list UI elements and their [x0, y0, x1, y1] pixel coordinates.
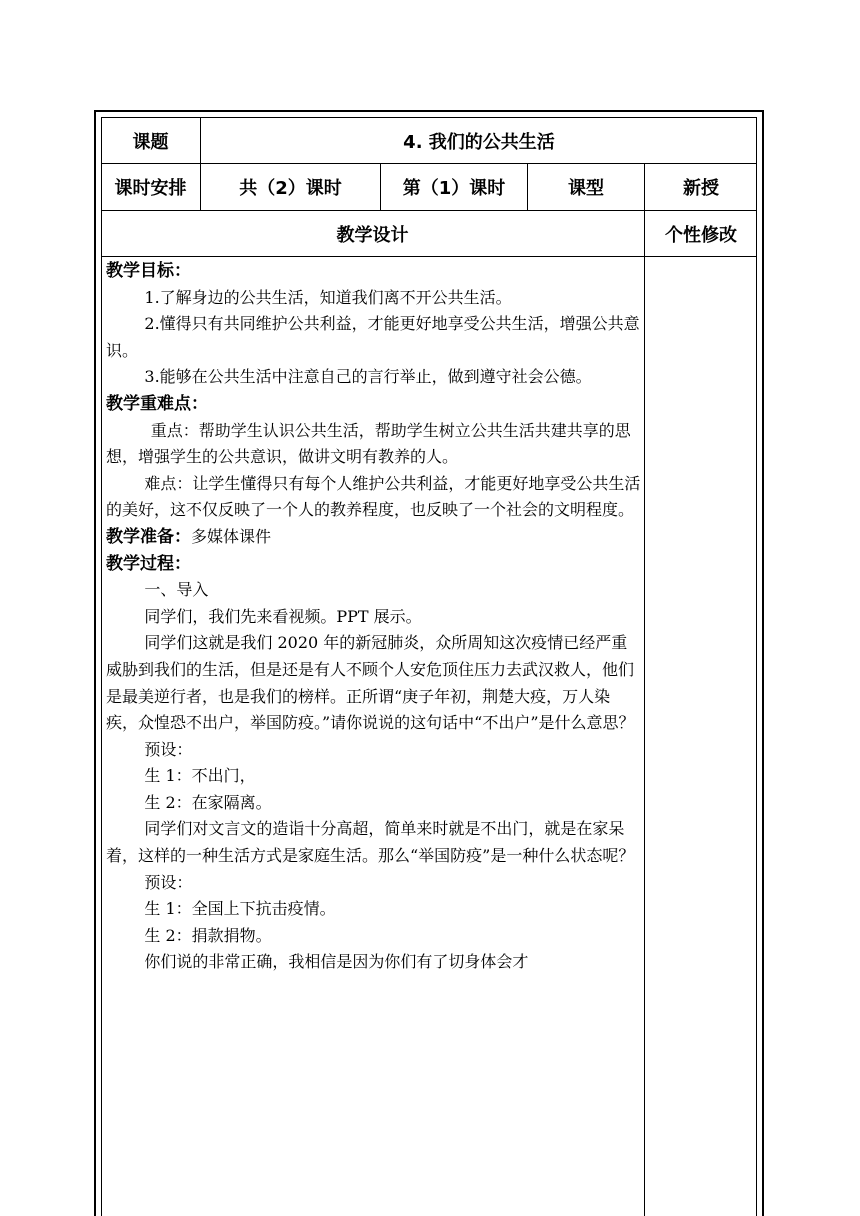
preparation-line [106, 524, 642, 551]
course-title: 4. 我们的公共生活 [403, 131, 555, 153]
process-paragraph: 预设： [144, 739, 193, 759]
key-point: 重点：帮助学生认识公共生活，帮助学生树立公共生活共建共享的思想，增强学生的公共意识，做讲文明有教养的人。 [106, 420, 631, 467]
row-divider [101, 256, 757, 257]
col-divider [644, 163, 645, 1216]
process-paragraph: 同学们这就是我们 2020 年的新冠肺炎，众所周知这次疫情已经严重威胁到我们的生活，但是还是有人不顾个人安危顶住压力去武汉救人，他们是最美逆行者，也是我们的榜样。正所谓“庚子年初，荆楚大疫，万人染疾，众惶恐不出户，举国防疫。”请你说说的这句话中“不出户”是什么意思？ [106, 633, 635, 733]
personal-header: 个性修改 [665, 224, 737, 246]
process-paragraph: 一、导入 [144, 580, 209, 600]
preparation-title: 教学准备： [106, 526, 191, 547]
total-periods: 共（2）课时 [239, 178, 342, 199]
process-paragraph: 生 2：在家隔离。 [144, 792, 272, 812]
key-points-title: 教学重难点： [106, 393, 208, 414]
goal-item: 2.懂得只有共同维护公共利益，才能更好地享受公共生活，增强公共意识。 [106, 314, 640, 360]
process-paragraph: 生 2：捐款捐物。 [144, 925, 272, 945]
difficult-point: 难点：让学生懂得只有每个人维护公共利益，才能更好地享受公共生活 的美好，这不仅反映了一个人的教养程度，也反映了一个社会的文明程度。 [106, 473, 641, 520]
process-paragraph: 预设： [144, 872, 193, 892]
goal-item: 1.了解身边的公共生活，知道我们离不开公共生活。 [144, 287, 512, 307]
current-period: 第（1）课时 [402, 178, 506, 199]
course-label: 课题 [132, 131, 169, 153]
process-title: 教学过程： [106, 553, 191, 574]
process-paragraph: 同学们，我们先来看视频。PPT 展示。 [144, 606, 422, 626]
schedule-label: 课时安排 [114, 178, 187, 199]
process-paragraph: 生 1：全国上下抗击疫情。 [144, 899, 336, 919]
process-paragraph: 同学们对文言文的造诣十分高超，简单来时就是不出门，就是在家呆着，这样的一种生活方式是家庭生活。那么“举国防疫”是一种什么状态呢？ [106, 819, 635, 866]
type-value: 新授 [683, 178, 719, 199]
goal-item: 3.能够在公共生活中注意自己的言行举止，做到遵守社会公德。 [144, 367, 592, 387]
preparation-value: 多媒体课件 [191, 526, 272, 546]
goals-title: 教学目标： [106, 261, 191, 281]
type-label: 课型 [568, 178, 604, 199]
process-paragraph: 生 1：不出门， [144, 766, 256, 786]
lesson-content [106, 258, 642, 976]
process-paragraph: 你们说的非常正确，我相信是因为你们有了切身体会才 [144, 952, 529, 972]
design-header: 教学设计 [336, 224, 409, 246]
